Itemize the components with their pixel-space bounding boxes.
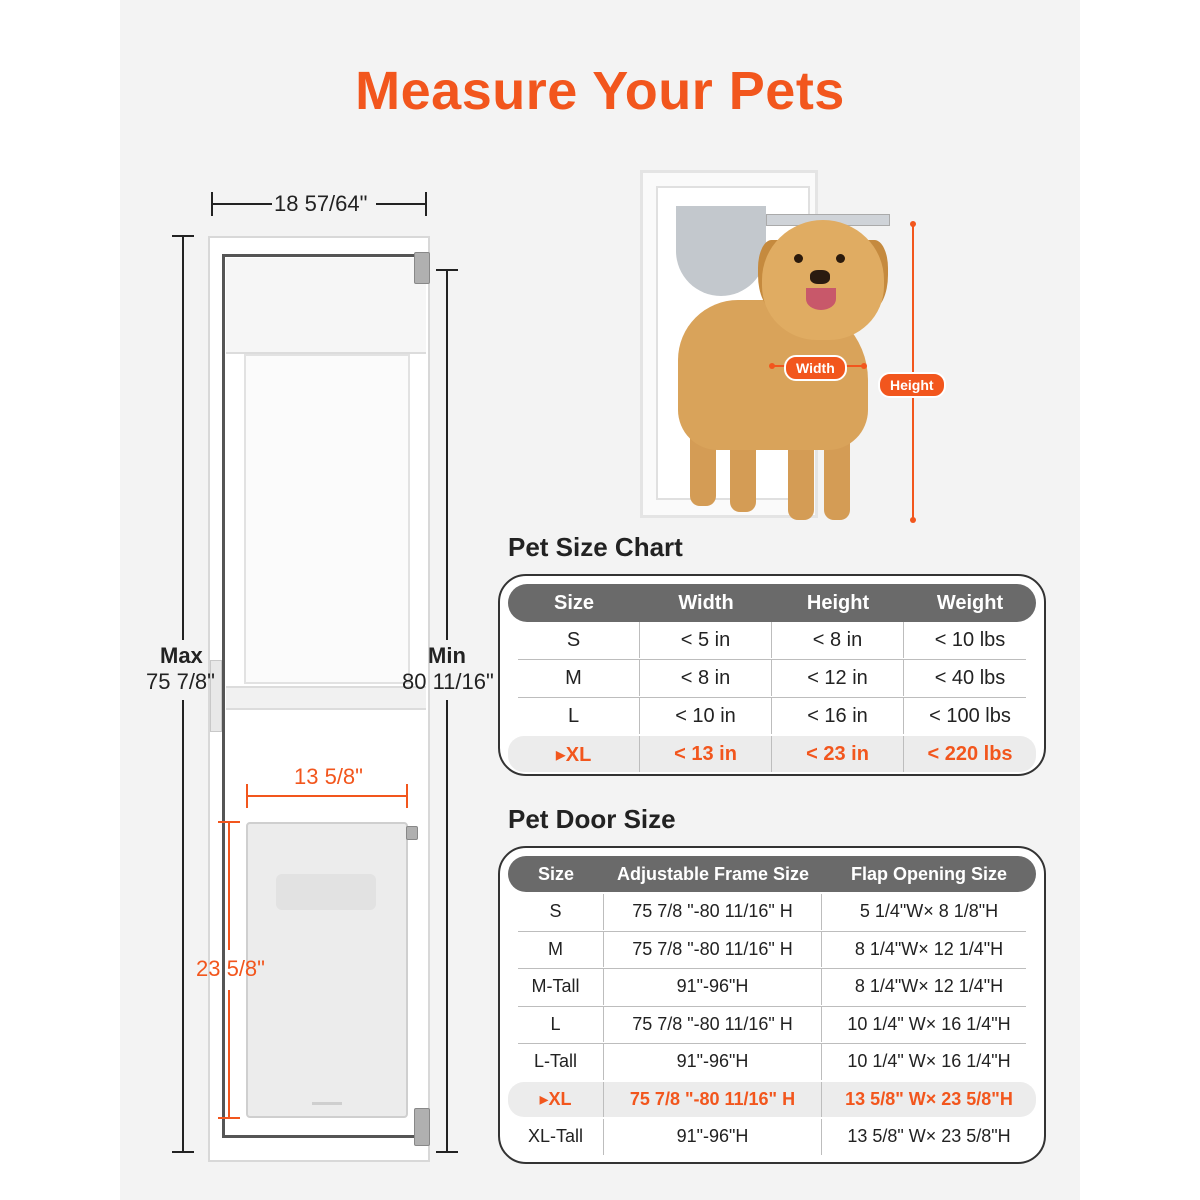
table-cell: 10 1/4" W× 16 1/4"H [847,1051,1011,1072]
table-cell: 91"-96"H [604,1044,822,1080]
flap-height-label: 23 5/8" [196,956,265,981]
table-cell: < 5 in [640,622,772,658]
table-row [508,698,1036,734]
table-cell: 13 5/8" W× 23 5/8"H [845,1088,1013,1109]
table-cell: L [508,1007,604,1043]
table-row [508,1119,1036,1155]
table-cell: 5 1/4"W× 8 1/8"H [859,901,999,922]
table-cell: < 13 in [640,736,772,772]
table-cell: 8 1/4"W× 12 1/4"H [854,976,1004,997]
header-flap-size: Flap Opening Size [850,863,1007,884]
table-cell: < 23 in [772,736,904,772]
table-row [508,660,1036,696]
table-cell: S [508,894,604,930]
door-top-width: 18 57/64" [274,191,368,216]
table-cell: M [508,660,640,696]
flap-width-label: 13 5/8" [294,764,363,789]
pet-size-chart-title: Pet Size Chart [508,532,683,562]
header-height: Height [806,591,870,614]
table-cell: 10 1/4" W× 16 1/4"H [847,1013,1011,1034]
table-cell: 75 7/8 "-80 11/16" H [604,932,822,968]
table-cell: < 10 lbs [934,628,1006,651]
table-row [508,932,1036,968]
table-cell: < 12 in [772,660,904,696]
table-row [508,1082,1036,1118]
table-row [508,1044,1036,1080]
table-cell: 75 7/8 "-80 11/16" H [604,1007,822,1043]
header-weight: Weight [936,591,1004,614]
table-cell: 75 7/8 "-80 11/16" H [604,1082,822,1118]
header-frame-size: Adjustable Frame Size [616,863,810,884]
width-pill: Width [784,355,847,381]
table-cell: < 8 in [772,622,904,658]
page-title: Measure Your Pets [355,61,845,121]
table-cell: L-Tall [508,1044,604,1080]
table-row [508,622,1036,658]
table-cell: 8 1/4"W× 12 1/4"H [854,938,1004,959]
table-cell: ▸XL [508,736,640,772]
table-cell: < 8 in [640,660,772,696]
table-cell: S [508,622,640,658]
table-cell: M [508,932,604,968]
table-cell: XL-Tall [508,1119,604,1155]
table-cell: 91"-96"H [604,969,822,1005]
header-size: Size [553,591,595,614]
table-row [508,969,1036,1005]
table-cell: ▸XL [508,1082,604,1118]
table-cell: < 40 lbs [934,666,1006,689]
max-value: 75 7/8" [146,669,215,694]
table-row [508,736,1036,772]
max-label: Max [160,643,203,668]
header-width: Width [678,591,734,614]
height-pill: Height [878,372,946,398]
table-cell: < 16 in [772,698,904,734]
table-row [508,1007,1036,1043]
pet-door-size-header [508,856,1036,892]
table-cell: 91"-96"H [604,1119,822,1155]
table-row [508,894,1036,930]
min-label: Min [428,643,466,668]
min-value: 80 11/16" [402,669,494,694]
table-cell: < 220 lbs [927,742,1013,765]
table-cell: < 100 lbs [929,704,1011,727]
pet-size-chart-header [508,584,1036,622]
table-cell: < 10 in [640,698,772,734]
table-cell: L [508,698,640,734]
header-size: Size [537,863,575,884]
table-cell: 13 5/8" W× 23 5/8"H [847,1126,1011,1147]
table-cell: 75 7/8 "-80 11/16" H [604,894,822,930]
pet-door-size-title: Pet Door Size [508,804,676,834]
table-cell: M-Tall [508,969,604,1005]
